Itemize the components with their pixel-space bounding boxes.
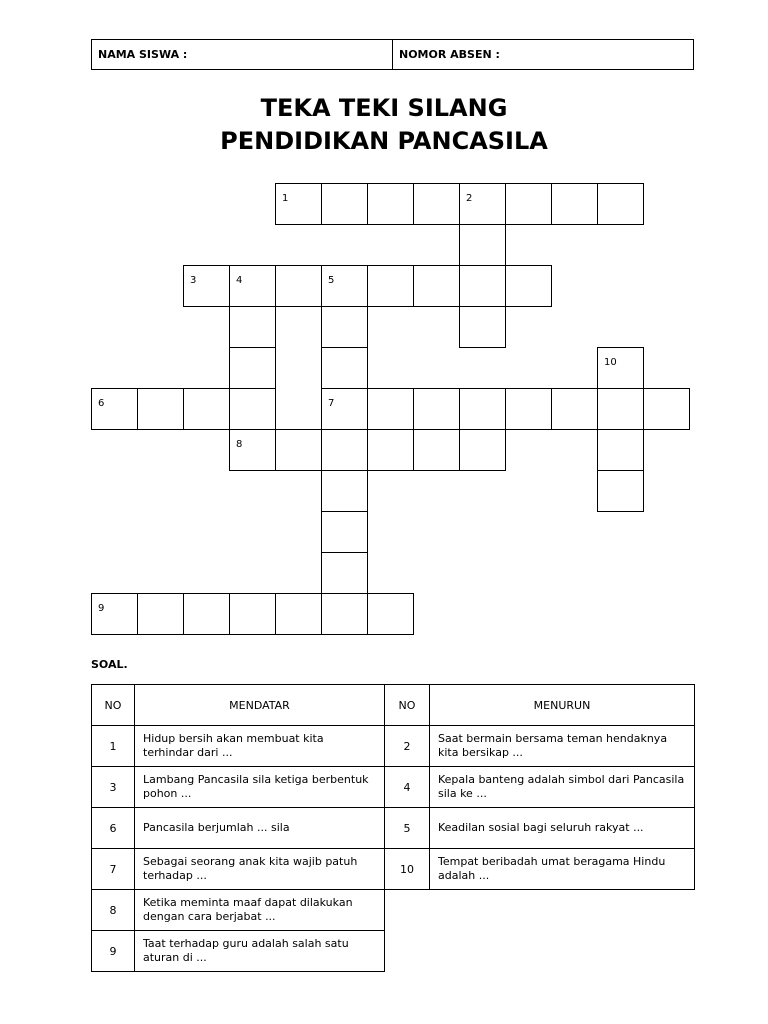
clue-number: 5 (328, 275, 335, 286)
clue-row (92, 931, 385, 972)
crossword-cell[interactable] (321, 593, 368, 635)
clue-text: Sebagai seorang anak kita wajib patuh terhadap ... (135, 849, 385, 890)
crossword-cell[interactable] (367, 593, 414, 635)
crossword-cell[interactable] (551, 183, 598, 225)
crossword-cell[interactable] (505, 183, 552, 225)
crossword-cell[interactable] (229, 388, 276, 430)
crossword-cell[interactable] (183, 388, 230, 430)
crossword-cell[interactable] (597, 183, 644, 225)
crossword-cell[interactable] (91, 388, 138, 430)
clue-no: 10 (385, 849, 430, 890)
clue-text: Kepala banteng adalah simbol dari Pancasila sila ke ... (430, 767, 695, 808)
crossword-cell[interactable] (505, 388, 552, 430)
clue-no: 2 (385, 726, 430, 767)
crossword-cell[interactable] (459, 183, 506, 225)
clue-no: 7 (92, 849, 135, 890)
crossword-cell[interactable] (597, 347, 644, 389)
clue-text: Ketika meminta maaf dapat dilakukan dengan cara berjabat ... (135, 890, 385, 931)
clue-no: 4 (385, 767, 430, 808)
clue-text: Keadilan sosial bagi seluruh rakyat ... (430, 808, 695, 849)
crossword-cell[interactable] (459, 306, 506, 348)
crossword-cell[interactable] (413, 388, 460, 430)
crossword-cell[interactable] (367, 429, 414, 471)
crossword-cell[interactable] (91, 593, 138, 635)
crossword-cell[interactable] (505, 265, 552, 307)
no-header: NO (92, 685, 135, 726)
crossword-cell[interactable] (275, 429, 322, 471)
crossword-cell[interactable] (275, 183, 322, 225)
crossword-cell[interactable] (459, 224, 506, 266)
page-title-line1: TEKA TEKI SILANG (260, 94, 508, 122)
clue-no: 8 (92, 890, 135, 931)
crossword-cell[interactable] (597, 470, 644, 512)
clue-text: Tempat beribadah umat beragama Hindu adalah ... (430, 849, 695, 890)
crossword-cell[interactable] (321, 470, 368, 512)
roll-number-field[interactable]: NOMOR ABSEN : (392, 40, 693, 69)
clue-text: Hidup bersih akan membuat kita terhindar dari ... (135, 726, 385, 767)
crossword-cell[interactable] (413, 265, 460, 307)
no-header: NO (385, 685, 430, 726)
clue-number: 2 (466, 193, 473, 204)
clue-row (92, 726, 385, 767)
crossword-cell[interactable] (229, 265, 276, 307)
clue-text: Lambang Pancasila sila ketiga berbentuk pohon ... (135, 767, 385, 808)
menurun-header: MENURUN (430, 685, 695, 726)
clue-row (385, 726, 695, 767)
crossword-cell[interactable] (597, 388, 644, 430)
clue-row (92, 849, 385, 890)
clue-no: 5 (385, 808, 430, 849)
soal-label: SOAL. (91, 658, 128, 671)
crossword-cell[interactable] (275, 265, 322, 307)
crossword-cell[interactable] (367, 265, 414, 307)
clue-row (385, 767, 695, 808)
crossword-cell[interactable] (459, 388, 506, 430)
clue-number: 10 (604, 357, 617, 368)
crossword-cell[interactable] (459, 429, 506, 471)
crossword-cell[interactable] (321, 306, 368, 348)
clue-number: 7 (328, 398, 335, 409)
clue-row (92, 890, 385, 931)
menurun-table (384, 684, 695, 890)
crossword-cell[interactable] (413, 183, 460, 225)
clue-number: 8 (236, 439, 243, 450)
crossword-cell[interactable] (321, 429, 368, 471)
clue-text: Saat bermain bersama teman hendaknya kita bersikap ... (430, 726, 695, 767)
crossword-cell[interactable] (229, 593, 276, 635)
crossword-cell[interactable] (321, 511, 368, 553)
crossword-cell[interactable] (321, 347, 368, 389)
crossword-cell[interactable] (321, 388, 368, 430)
crossword-cell[interactable] (229, 429, 276, 471)
clue-number: 3 (190, 275, 197, 286)
clue-number: 9 (98, 603, 105, 614)
clue-no: 9 (92, 931, 135, 972)
clue-no: 6 (92, 808, 135, 849)
clue-no: 3 (92, 767, 135, 808)
mendatar-table (91, 684, 385, 972)
crossword-cell[interactable] (321, 183, 368, 225)
clue-number: 6 (98, 398, 105, 409)
crossword-cell[interactable] (413, 429, 460, 471)
crossword-cell[interactable] (643, 388, 690, 430)
student-name-field[interactable]: NAMA SISWA : (98, 48, 188, 61)
clue-row (385, 808, 695, 849)
crossword-cell[interactable] (321, 552, 368, 594)
crossword-cell[interactable] (183, 593, 230, 635)
clue-row (92, 767, 385, 808)
clue-no: 1 (92, 726, 135, 767)
crossword-cell[interactable] (551, 388, 598, 430)
clue-text: Taat terhadap guru adalah salah satu aturan di ... (135, 931, 385, 972)
page-title-line2: PENDIDIKAN PANCASILA (220, 127, 548, 155)
clue-number: 4 (236, 275, 243, 286)
crossword-cell[interactable] (229, 347, 276, 389)
crossword-cell[interactable] (137, 593, 184, 635)
crossword-cell[interactable] (367, 388, 414, 430)
clue-row (385, 849, 695, 890)
mendatar-header: MENDATAR (135, 685, 385, 726)
crossword-cell[interactable] (137, 388, 184, 430)
clue-text: Pancasila berjumlah ... sila (135, 808, 385, 849)
crossword-cell[interactable] (597, 429, 644, 471)
crossword-cell[interactable] (321, 265, 368, 307)
crossword-cell[interactable] (275, 593, 322, 635)
clue-row (92, 808, 385, 849)
crossword-cell[interactable] (183, 265, 230, 307)
crossword-cell[interactable] (459, 265, 506, 307)
crossword-cell[interactable] (367, 183, 414, 225)
clue-number: 1 (282, 193, 289, 204)
crossword-cell[interactable] (229, 306, 276, 348)
